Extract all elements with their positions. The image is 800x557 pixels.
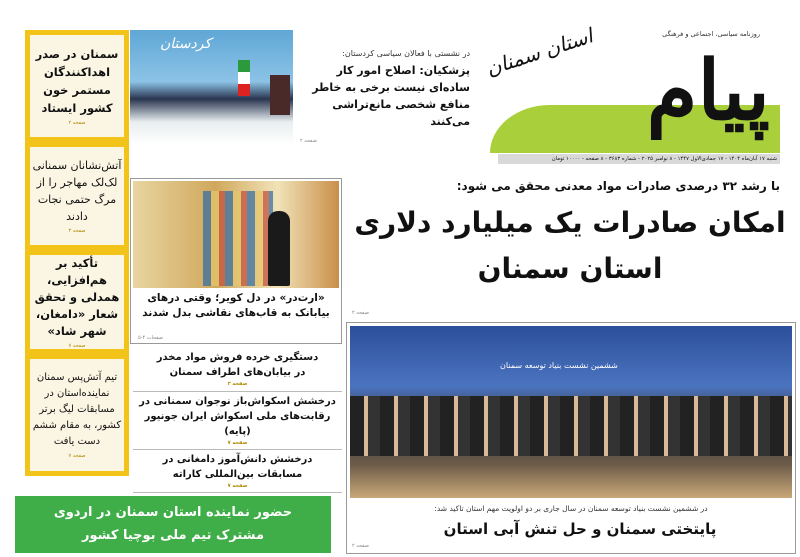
painted-door	[203, 191, 273, 286]
bottom-story-page: صفحه ۲	[352, 543, 369, 549]
podium	[270, 75, 290, 115]
photo-sign: کردستان	[160, 36, 212, 52]
art-story-photo	[133, 181, 339, 288]
news-headline: درخشش دانش‌آموز دامغانی در مسابقات بین‌المللی کاراته	[162, 454, 313, 480]
top-story-kicker: در نشستی با فعالان سیاسی کردستان:	[342, 49, 470, 58]
sidebar-text: تیم آتش‌پس سمنان نماینده‌استان در مسابقات لیگ برتر کشور، به مقام ششم دست یافت	[32, 372, 122, 447]
art-story-headline: «ارت‌در» در دل کویر؛ وقتی درهای بیابانک به قاب‌های نقاشی بدل شدند	[142, 292, 330, 319]
news-headline: درخشش اسکواش‌باز نوجوان سمنانی در رقابت‌های ملی اسکواش ایران جونیور (پایه)	[139, 396, 336, 437]
sidebar-item	[25, 250, 129, 354]
news-item	[133, 346, 342, 392]
tagline: روزنامه سیاسی، اجتماعی و فرهنگی	[662, 30, 760, 38]
bottom-story-headline: پایتختی سمنان و حل تنش آبی استان	[443, 520, 717, 538]
news-item	[133, 392, 342, 450]
top-story-page: صفحه ۲	[300, 138, 317, 144]
masthead	[480, 0, 800, 170]
lead-headline	[345, 200, 795, 292]
sidebar-item	[25, 30, 129, 142]
sidebar-page: صفحه ۲	[68, 120, 86, 126]
sidebar-text: سمنان در صدر اهداکنندگان مستمر خون کشور ایستاد	[35, 47, 119, 115]
lead-headline-line2: استان سمنان	[477, 252, 663, 285]
news-item	[133, 450, 342, 493]
sidebar-text: آتش‌نشانان سمنانی لک‌لک مهاجر را از مرگ حتمی نجات دادند	[32, 159, 122, 223]
green-box	[15, 496, 331, 553]
flag	[238, 60, 250, 96]
logo: پیام	[646, 43, 770, 139]
green-box-line1: حضور نماینده استان سمنان در اردوی	[53, 505, 293, 520]
lead-headline-line1: امکان صادرات یک میلیارد دلاری	[354, 206, 786, 239]
green-box-line2: مشترک تیم ملی بوچیا کشور	[82, 528, 264, 543]
news-page: صفحه ۷	[227, 483, 248, 489]
dateline: شنبه ۱۷ آبان‌ماه ۱۴۰۴ - ۱۷ جمادی‌الاول ۱۴۴۷ - ۸ نوامبر ۲۰۲۵ - شماره ۳۶۸۳ - ۸ صفحه - ۱۰۰۰۰ تومان	[498, 154, 780, 164]
photo-banner: ششمین نشست بنیاد توسعه سمنان	[500, 361, 618, 370]
news-page: صفحه ۷	[227, 440, 248, 446]
sidebar-text: تأکید بر هم‌افزایی، همدلی و تحقق شعار «دامغان، شهر شاد»	[34, 255, 120, 338]
lead-kicker: با رشد ۳۲ درصدی صادرات مواد معدنی محقق می شود:	[456, 179, 780, 193]
art-story-page: صفحات ۴-۵	[138, 335, 164, 341]
sidebar-item	[25, 142, 129, 250]
bottom-story-photo	[350, 326, 792, 498]
lead-page: صفحه ۲	[352, 310, 369, 316]
sidebar-page: صفحه ۷	[68, 342, 86, 349]
logo-subtitle: استان سمنان	[483, 23, 597, 81]
top-story-photo	[130, 30, 293, 145]
group-of-people	[350, 396, 792, 456]
sidebar-page: صفحه ۷	[68, 453, 86, 459]
bottom-story-kicker: در ششمین نشست بنیاد توسعه سمنان در سال جاری بر دو اولویت مهم استان تاکید شد:	[434, 504, 708, 513]
sidebar-page: صفحه ۳	[68, 228, 86, 234]
news-page: صفحه ۳	[227, 380, 248, 387]
top-story-headline: پزشکیان: اصلاح امور کار ساده‌ای نیست برخی به خاطر منافع شخصی مانع‌تراشی می‌کنند	[312, 64, 470, 128]
artist-figure	[268, 211, 290, 286]
news-headline: دستگیری خرده فروش مواد مخدر در بیابان‌های اطراف سمنان	[156, 351, 319, 378]
sidebar-item	[25, 354, 129, 476]
